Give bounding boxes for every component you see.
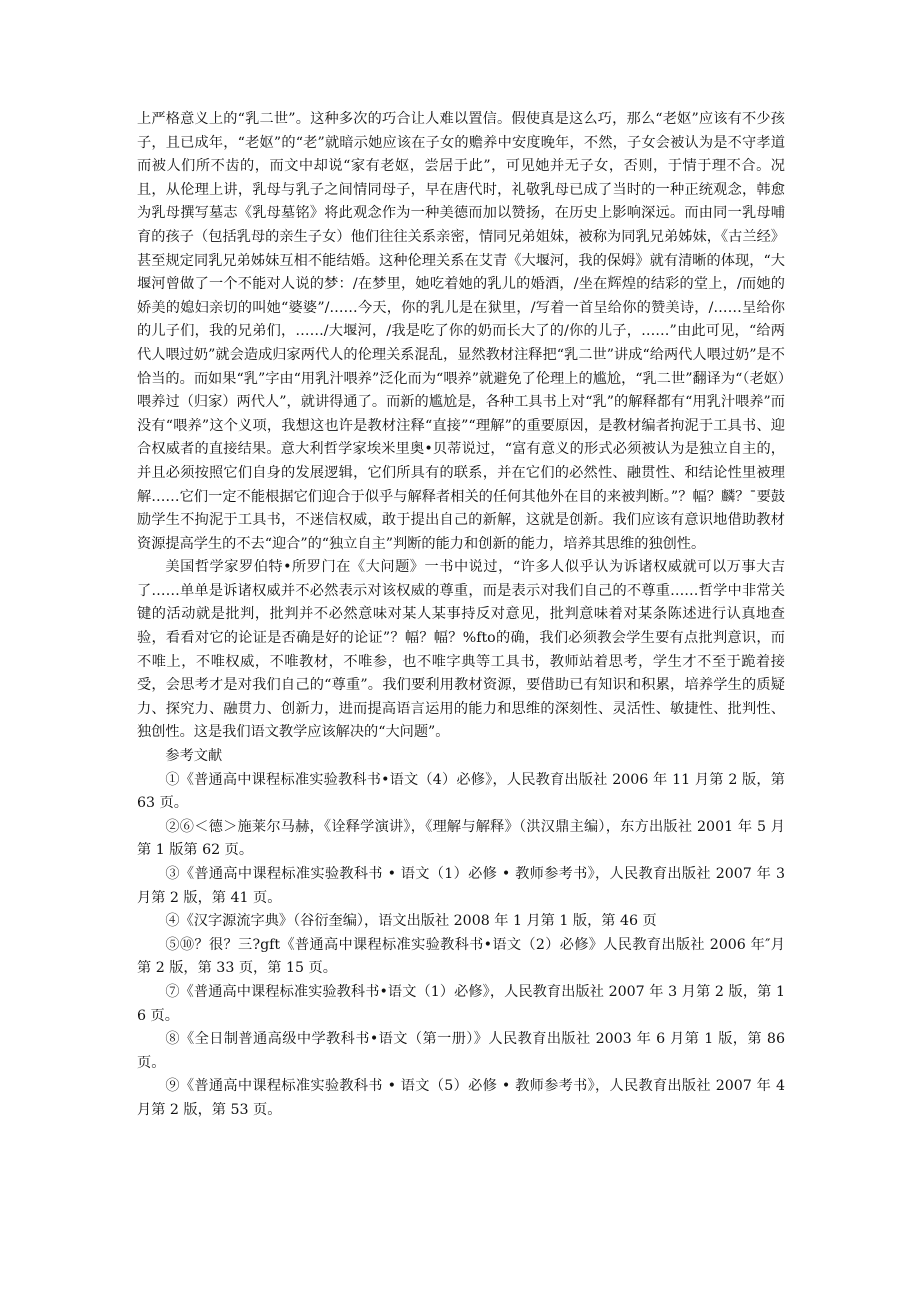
reference-item: ⑧《全日制普通高级中学教科书•语文（第一册）》人民教育出版社 2003 年 6 月第 1 版，第 86 页。 <box>137 1031 785 1071</box>
reference-item: ⑨《普通高中课程标准实验教科书 • 语文（5）必修 • 教师参考书》，人民教育出版社 2007 年 4 月第 2 版，第 53 页。 <box>137 1078 785 1118</box>
body-paragraph-2: 美国哲学家罗伯特•所罗门在《大问题》一书中说过，“许多人似乎认为诉诸权威就可以万事大吉了……单单是诉诸权威并不必然表示对该权威的尊重，而是表示对我们自己的不尊重……哲学中非常关键的活动就是批判，批判并不必然意味对某人某事持反对意见，批判意味着对某条陈述进行认真地查验，看看对它的论证是否确是好的论证”？幅？幅？%fto的确，我们必须教会学生要有点批判意识，而不唯上，不唯权威，不唯教材，不唯参，也不唯字典等工具书，教师站着思考，学生才不至于跪着接受，会思考才是对我们自己的“尊重”。我们要利用教材资源，要借助已有知识和积累，培养学生的质疑力、探究力、融贯力、创新力，进而提高语言运用的能力和思维的深刻性、灵活性、敏捷性、批判性、独创性。这是我们语文教学应该解决的“大问题”。 <box>137 559 785 741</box>
reference-item: ⑤⑩？很？三?gft《普通高中课程标准实验教科书•语文（2）必修》人民教育出版社 2006 年″月第 2 版，第 33 页，第 15 页。 <box>137 936 785 977</box>
reference-item: ⑦《普通高中课程标准实验教科书•语文（1）必修》，人民教育出版社 2007 年 3 月第 2 版，第 16 页。 <box>137 983 785 1024</box>
reference-item: ①《普通高中课程标准实验教科书•语文（4）必修》，人民教育出版社 2006 年 11 月第 2 版，第 63 页。 <box>137 771 785 812</box>
reference-item: ②⑥＜德＞施莱尔马赫，《诠释学演讲》，《理解与解释》（洪汉鼎主编），东方出版社 2001 年 5 月第 1 版第 62 页。 <box>137 818 785 859</box>
body-paragraph-1: 上严格意义上的“乳二世”。这种多次的巧合让人难以置信。假使真是这么巧，那么“老妪”应该有不少孩子，且已成年，“老妪”的“老”就暗示她应该在子女的赡养中安度晚年，不然，子女会被认为是不守孝道而被人们所不齿的，而文中却说“家有老妪，尝居于此”，可见她并无子女，否则，于情于理不合。况且，从伦理上讲，乳母与乳子之间情同母子，早在唐代时，礼敬乳母已成了当时的一种正统观念，韩愈为乳母撰写墓志《乳母墓铭》将此观念作为一种美德而加以赞扬，在历史上影响深远。而由同一乳母哺育的孩子（包括乳母的亲生子女）他们往往关系亲密，情同兄弟姐妹，被称为同乳兄弟姊妹，《古兰经》甚至规定同乳兄弟姊妹互相不能结婚。这种伦理关系在艾青《大堰河，我的保姆》就有清晰的体现，“大堰河曾做了一个不能对人说的梦：/在梦里，她吃着她的乳儿的婚酒，/坐在辉煌的结彩的堂上，/而她的娇美的媳妇亲切的叫她“婆婆”/……今天，你的乳儿是在狱里，/写着一首呈给你的赞美诗，/……呈给你的儿子们，我的兄弟们，……/大堰河，/我是吃了你的奶而长大了的/你的儿子，……”由此可见，“给两代人喂过奶”就会造成归家两代人的伦理关系混乱，显然教材注释把“乳二世”讲成“给两代人喂过奶”是不恰当的。而如果“乳”字由“用乳汁喂养”泛化而为“喂养”就避免了伦理上的尴尬，“乳二世”翻译为“（老妪）喂养过（归家）两代人”，就讲得通了。而新的尴尬是，各种工具书上对“乳”的解释都有“用乳汁喂养”而没有“喂养”这个义项，我想这也许是教材注释“直接”“理解”的重要原因，是教材编者拘泥于工具书、迎合权威者的直接结果。意大利哲学家埃米里奥•贝蒂说过，“富有意义的形式必须被认为是独立自主的，并且必须按照它们自身的发展逻辑，它们所具有的联系，并在它们的必然性、融贯性、和结论性里被理解……它们一定不能根据它们迎合于似乎与解释者相关的任何其他外在目的来被判断。”？幅？麟？ˉ要鼓励学生不拘泥于工具书，不迷信权威，敢于提出自己的新解，这就是创新。我们应该有意识地借助教材资源提高学生的不去“迎合”的“独立自主”判断的能力和创新的能力，培养其思维的独创性。 <box>137 111 786 552</box>
references-heading: 参考文献 <box>165 748 223 765</box>
document-page <box>137 108 785 1123</box>
reference-item: ③《普通高中课程标准实验教科书 • 语文（1）必修 • 教师参考书》，人民教育出版社 2007 年 3 月第 2 版，第 41 页。 <box>137 866 785 906</box>
reference-item: ④《汉字源流字典》（谷衍奎编），语文出版社 2008 年 1 月第 1 版，第 46 页 <box>165 913 657 930</box>
